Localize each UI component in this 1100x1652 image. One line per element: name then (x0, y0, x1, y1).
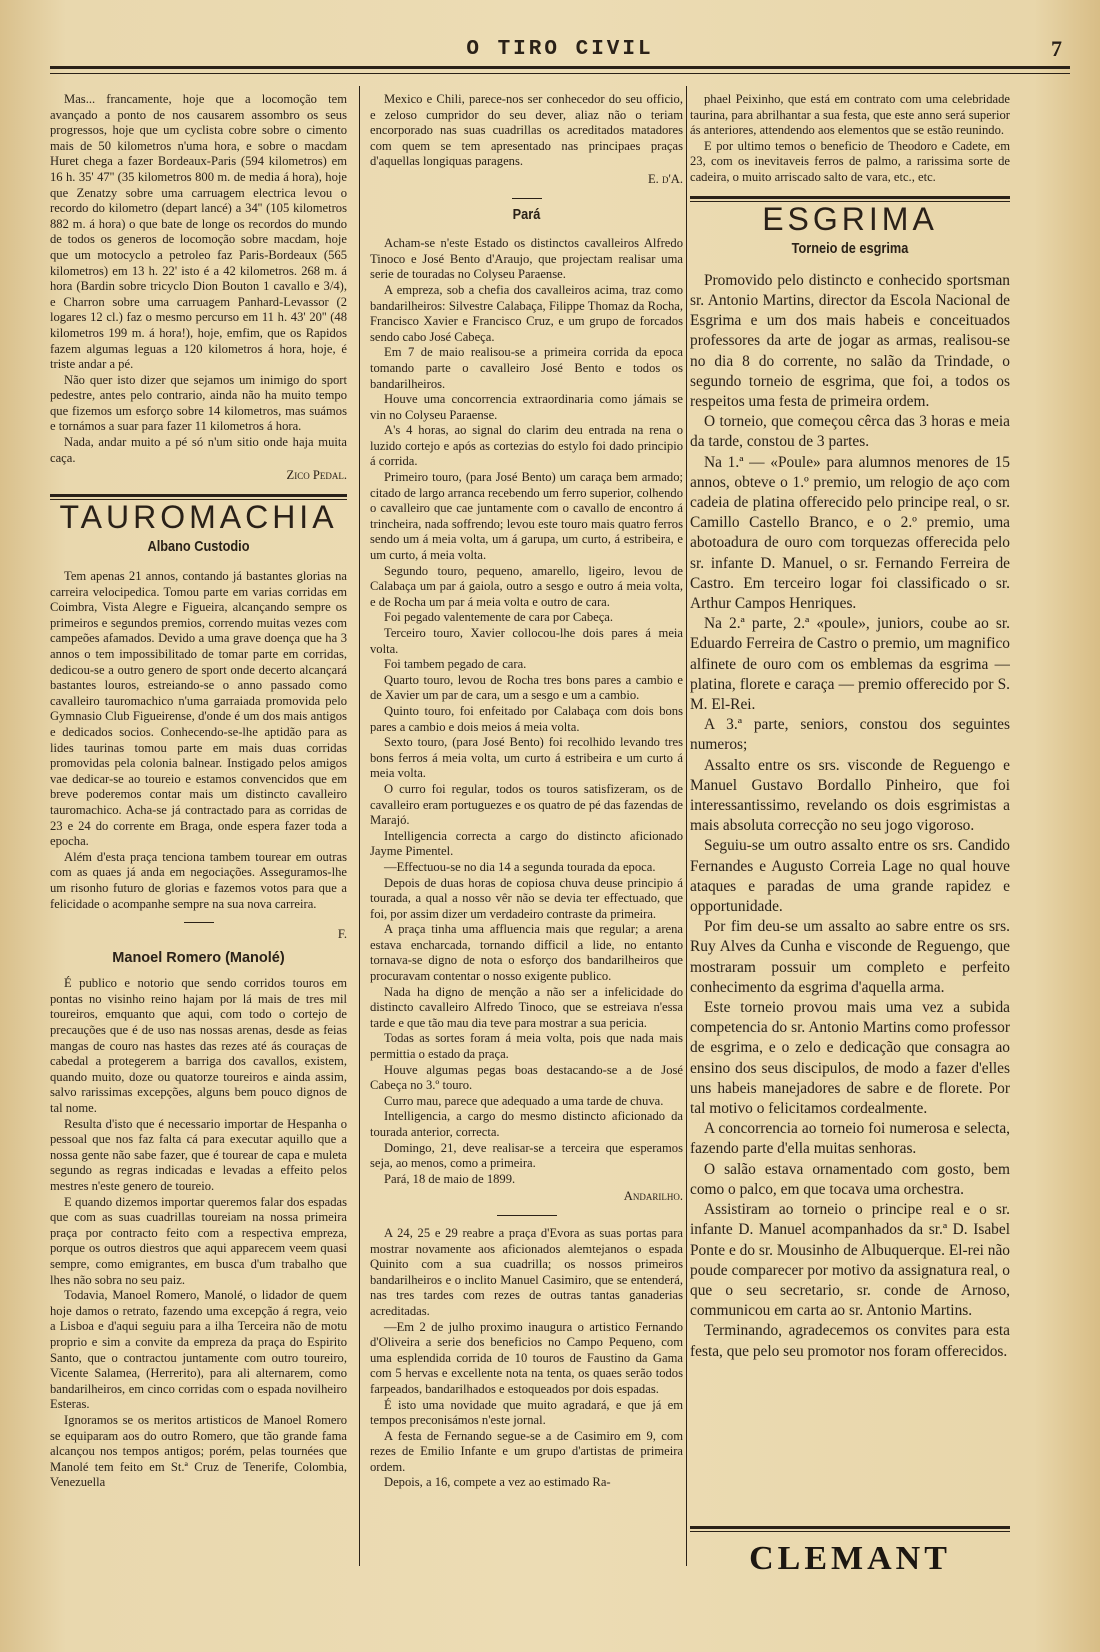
paragraph: Houve uma concorrencia extraordinaria como jámais se vin no Colyseu Paraense. (370, 392, 683, 422)
paragraph: Houve algumas pegas boas destacando-se a de José Cabeça no 3.º touro. (370, 1062, 683, 1093)
paragraph: Não quer isto dizer que sejamos um inimigo do sport pedestre, antes pelo contrario, ainda não ha muito tempo que fizemos um esforço sobre 14 kilometros, mas suámos e tornámos a suar para fazer 11 kilometros á hora. (50, 372, 347, 434)
article-title-para: Pará (512, 205, 541, 223)
article-title-albano: Albano Custodio (147, 538, 250, 556)
column-3 (690, 92, 1010, 1612)
header-rule (50, 66, 1070, 74)
paragraph: Por fim deu-se um assalto ao sabre entre os srs. Ruy Alves da Cunha e visconde de Reguengo, que mostraram possuir um completo e perfeito conhecimento da esgrima d'aquella arma. (690, 918, 1010, 996)
paragraph: Depois de duas horas de copiosa chuva deuse principio á tourada, a qual a nosso vêr não se devia ter effectuado, que foi, por assim dizer um verdadeiro contraste da primeira. (370, 875, 683, 921)
footer-rule (690, 1526, 1010, 1532)
paragraph: Na 2.ª parte, 2.ª «poule», juniors, coube ao sr. Eduardo Ferreira de Castro o premio, um magnifico alfinete de ouro com os emblemas da esgrima — platina, florete e caraça — premio offerecido por S. M. El-Rei. (690, 615, 1010, 714)
signature: Zico Pedal. (286, 468, 347, 483)
paragraph: —Em 2 de julho proximo inaugura o artistico Fernando d'Oliveira a serie dos beneficios no Campo Pequeno, com uma esplendida corrida de 10 touros de Faustino da Gama com 5 hervas e excellente nota na tenta, os quaes serão todos farpeados, bandarilhados e estoqueados por dois espadas. (370, 1319, 683, 1396)
paragraph: Seguiu-se um outro assalto entre os srs. Candido Fernandes e Augusto Correia Lage no qual houve ataques e paradas de uma grande rapidez e opportunidade. (690, 837, 1010, 916)
paragraph: Além d'esta praça tenciona tambem tourear em outras com as quaes já anda em negociações. Asseguramos-lhe um risonho futuro de glorias e fazemos votos para que a felicidade o acompanhe sempre na sua nova carreira. (50, 849, 347, 911)
column-divider (359, 86, 360, 1566)
paragraph: A's 4 horas, ao signal do clarim deu entrada na rena o luzido cortejo e após as cortezias do estylo foi dado principio á corrida. (370, 423, 683, 469)
paragraph: Resulta d'isto que é necessario importar de Hespanha o pessoal que nos faz falta cá para executar aquillo que a nossa gente não sabe fazer, que é tourear de capa e muleta segundo as regras indicadas e levadas a effeito pelos mestres n'este genero de toureio. (50, 1116, 347, 1193)
article-title-torneio: Torneio de esgrima (791, 240, 909, 258)
paragraph: A 3.ª parte, seniors, constou dos seguintes numeros; (690, 716, 1010, 754)
paragraph: Mas... francamente, hoje que a locomoção tem avançado a ponto de nos causarem assombro os seus progressos, hoje que um cyclista cobre sobre o cimento mais de 50 kilometros n'uma hora, e sobre o macdam Huret chega a fazer Bordeaux-Paris (594 kilometros) em 16 h. 35' 47'' (35 kilometros 800 m. de media á hora), hoje que Zenatzy sobre uma carruagem electrica levou o recordo do kilometro (depart lancé) a 34'' (105 kilometros 882 m. á hora) o que bate de longe os recordos do mundo de todos os generos de locomoção sobre macdam, hoje que um motocyclo a petroleo faz Paris-Bordeaux (565 kilometros) em 13 h. 22' isto é a 42 kilometros. 268 m. á hora (Bardin sobre tricyclo Dion Bouton 1 cavallo e 3/4), e Charron sobre uma carruagem Panhard-Levassor (2 logares 12 cl.) faz o mesmo percurso em 11 h. 43' 20'' (48 kilometros 199 m. á hora!), hoje, emfim, que os Rapidos fazem algumas leguas a 120 kilometros á hora, hoje, é triste andar a pé. (50, 92, 347, 372)
paragraph: Em 7 de maio realisou-se a primeira corrida da epoca tomando parte o cavalleiro José Bento e todos os bandarilheiros. (370, 345, 683, 391)
paragraph: —Effectuou-se no dia 14 a segunda tourada da epoca. (384, 859, 656, 874)
paragraph: Todas as sortes foram á meia volta, pois que nada mais permittia o estado da praça. (370, 1031, 683, 1062)
paragraph: É publico e notorio que sendo corridos touros em pontas no visinho reino hajam por lá mais de tres mil toureiros, emquanto que aqui, com todo o cortejo de precauções que é de uso nas nossas arenas, desde as feias mangas de couro nas hastes das rezes até ás couraças de cabedal a protegerem a barriga dos cavallos, existem, quando muito, doze ou quatorze toureiros e ainda assim, salvo rarissimas excepções, alguns bem pouco dignos de tal nome. (50, 976, 347, 1116)
article-title-romero: Manoel Romero (Manolé) (112, 949, 285, 966)
section-title-tauromachia: TAUROMACHIA (59, 498, 338, 535)
signature: E. d'A. (647, 171, 683, 186)
paragraph: Na 1.ª — «Poule» para alumnos menores de 15 annos, obteve o 1.º premio, um relogio de aço com cadeia de platina offerecido pelo principe real, o sr. Camillo Castello Branco, e o 2.º premio, uma abotoadura de ouro com torquezas offerecida pelo sr. infante D. Manuel, o sr. Fernando Ferreira de Castro. Em terceiro logar foi classificado o sr. Arthur Campos Henriques. (690, 453, 1010, 612)
column-2 (370, 92, 683, 1612)
signature: Andarilho. (623, 1189, 683, 1204)
paragraph: Nada ha digno de menção a não ser a infelicidade do distincto cavalleiro Alfredo Tinoco, que se estreiava n'essa tarde e que tão mau dia teve para mostrar a sua pericia. (370, 984, 683, 1030)
paragraph: Primeiro touro, (para José Bento) um caraça bem armado; citado de largo arranca recebendo um ferro superior, colhendo o cavalleiro que cae juntamente com o cavallo de encontro á trincheira, nada soffrendo; levou este touro mais quatro ferros sendo um á meia volta, um á garupa, um curto, á estribeira, e um curto, á meia volta. (370, 470, 683, 563)
advertisement-title: CLEMANT (749, 1540, 951, 1577)
paragraph: Foi pegado valentemente de cara por Cabeça. (384, 610, 614, 625)
paragraph: Quinto touro, foi enfeitado por Calabaça com dois bons pares a cambio e dois meios á meia volta. (370, 703, 683, 734)
paragraph: Promovido pelo distincto e conhecido sportsman sr. Antonio Martins, director da Escola Nacional de Esgrima e um dos mais habeis e conceituados professores da arte de jogar as armas, realisou-se no dia 8 do corrente, no salão da Trindade, o segundo torneio de esgrima, que foi, a todos os respeitos uma festa de primeira ordem. (690, 271, 1010, 410)
paragraph: O torneio, que começou cêrca das 3 horas e meia da tarde, constou de 3 partes. (690, 413, 1010, 451)
paragraph: Mexico e Chili, parece-nos ser conhecedor do seu officio, e zeloso cumpridor do seu dever, aliaz não o teriam encorporado nas suas cuadrillas os acreditados matadores com quem se tem apresentado nas principaes praças d'aquellas longiquas paragens. (370, 92, 683, 169)
separator (512, 198, 542, 199)
paragraph: Todavia, Manoel Romero, Manolé, o lidador de quem hoje damos o retrato, fazendo uma excepção á regra, veio a Lisboa e d'aqui seguiu para a ilha Terceira não de motu proprio e sim a convite da empreza da praça do Espirito Santo, que o contractou juntamente com outro toureiro, Vicente Salamea, (Herrerito), para ali alternarem, como bandarilheiros, em cinco corridas com o espada novilheiro Esteras. (50, 1288, 347, 1412)
paragraph: Assalto entre os srs. visconde de Reguengo e Manuel Gustavo Bordallo Pinheiro, que foi interessantissimo, revelando os dois esgrimistas a mais absoluta correcção no seu jogo vigoroso. (690, 756, 1010, 835)
paragraph: O curro foi regular, todos os touros satisfizeram, os de cavalleiro eram portuguezes e os quatro de pé das fazendas de Marajó. (370, 781, 683, 828)
paragraph: Acham-se n'este Estado os distinctos cavalleiros Alfredo Tinoco e José Bento d'Araujo, que projectam realisar uma serie de touradas no Colyseu Paraense. (370, 236, 683, 282)
paragraph: E quando dizemos importar queremos falar dos espadas que com as suas cuadrillas toureiam na nossa primeira praça por contracto feito com a respectiva empreza, porque os outros diestros que aqui apparecem veem quasi sempre, como emigrantes, em busca d'um trabalho que lhes não sobra no seu paiz. (50, 1194, 347, 1287)
newspaper-title: O TIRO CIVIL (466, 38, 654, 61)
signature: F. (337, 927, 347, 942)
paragraph: A praça tinha uma affluencia mais que regular; a arena estava encharcada, tornando difficil a lide, no entanto tornava-se digno de nota o esforço dos bandarilheiros que procuravam contentar o nosso exigente publico. (370, 922, 683, 984)
section-title-esgrima: ESGRIMA (762, 200, 938, 237)
paragraph: phael Peixinho, que está em contrato com uma celebridade taurina, para abrilhantar a sua festa, que este anno será superior ás anteriores, attendendo aos elementos que se estão reunindo. (690, 92, 1010, 138)
paragraph: Segundo touro, pequeno, amarello, ligeiro, levou de Calabaça um par á gaiola, outro a sesgo e outro á meia volta, e de Rocha um par á meia volta e outro de cara. (370, 563, 683, 609)
paragraph: Este torneio provou mais uma vez a subida competencia do sr. Antonio Martins como professor de esgrima, e o zelo e dedicação que consagra ao ensino dos seus discipulos, de modo a fazer d'elles uns habeis manejadores de sabre e de florete. Por tal motivo o felicitamos cordealmente. (690, 999, 1010, 1118)
paragraph: Terminando, agradecemos os convites para esta festa, que pelo seu promotor nos foram offerecidos. (690, 1322, 1010, 1360)
paragraph: Ignoramos se os meritos artisticos de Manoel Romero se equiparam aos do outro Romero, que tão grande fama alcançou nos tempos antigos; porém, pelas tournées que Manolé tem feito em St.ª Cruz de Tenerife, Colombia, Venezuella (50, 1412, 347, 1490)
paragraph: Terceiro touro, Xavier collocou-lhe dois pares á meia volta. (370, 626, 683, 656)
paragraph: Pará, 18 de maio de 1899. (384, 1171, 516, 1186)
paragraph: Sexto touro, (para José Bento) foi recolhido levando tres bons ferros á meia volta, um curto á estribeira e um curto á meia volta. (370, 735, 683, 781)
paragraph: Intelligencia correcta a cargo do distincto aficionado Jayme Pimentel. (370, 828, 683, 859)
paragraph: Assistiram ao torneio o principe real e o sr. infante D. Manuel acompanhados da sr.ª D. Isabel Ponte e do sr. Mousinho de Albuquerque. El-rei não poude comparecer por motivo da assignatura real, o que o seu secretario, sr. conde de Arnoso, communicou em carta ao sr. Antonio Martins. (690, 1201, 1010, 1320)
paragraph: A festa de Fernando segue-se a de Casimiro em 9, com rezes de Emilio Infante e um grupo d'artistas de primeira ordem. (370, 1428, 683, 1474)
paragraph: É isto uma novidade que muito agradará, e que já em tempos preconisámos n'este jornal. (370, 1397, 683, 1428)
paragraph: Quarto touro, levou de Rocha tres bons pares a cambio e de Xavier um par de cara, um a sesgo e um a cambio. (370, 672, 683, 703)
paragraph: A concorrencia ao torneio foi numerosa e selecta, fazendo parte d'ella muitas senhoras. (690, 1120, 1010, 1158)
page-number: 7 (1051, 36, 1062, 61)
separator (497, 1215, 557, 1216)
page-header (50, 38, 1070, 62)
paragraph: Intelligencia, a cargo do mesmo distincto aficionado da tourada anterior, correcta. (370, 1109, 683, 1139)
paragraph: Tem apenas 21 annos, contando já bastantes glorias na carreira velocipedica. Tomou parte em varias corridas em Coimbra, Vista Alegre e Figueira, alcançando sempre os primeiros e segundos premios, correndo muitas vezes com campeões afamados. Devido a uma grave doença que ha 3 annos o tem impossibilitado de tomar parte em corridas, dedicou-se a outro genero de sport onde decerto alcançará bastantes louros, estreiando-se o anno passado como cavalleiro tauromachico n'uma garraiada promovida pelo Gymnasio Club Figueirense, d'onde é um dos mais antigos e dedicados socios. Conhecendo-se-lhe aptidão para as lides taurinas tomou parte em mais duas corridas promovidas pela colonia balnear. Instigado pelos amigos vae dedicar-se ao toureio e estamos convencidos que em breve poderemos contar mais um distincto cavalleiro tauromachico. Acha-se já contractado para as corridas de 23 e 24 do corrente em Braga, onde espera fazer toda a epocha. (50, 569, 347, 849)
paragraph: O salão estava ornamentado com gosto, bem como o palco, em que tocava uma orchestra. (690, 1160, 1010, 1198)
paragraph: Depois, a 16, compete a vez ao estimado Ra- (384, 1475, 611, 1490)
column-1 (50, 92, 347, 1612)
separator (184, 922, 214, 923)
paragraph: Domingo, 21, deve realisar-se a terceira que esperamos seja, ao menos, como a primeira. (370, 1140, 683, 1171)
article-body-torneio (690, 271, 1010, 1362)
paragraph: Nada, andar muito a pé só n'um sitio onde haja muita caça. (50, 435, 347, 465)
paragraph: E por ultimo temos o beneficio de Theodoro e Cadete, em 23, com os inevitaveis ferros de palmo, a rarissima sorte de cadeira, o muito arriscado salto de vara, etc., etc. (690, 138, 1010, 184)
paragraph: A empreza, sob a chefia dos cavalleiros acima, traz como bandarilheiros: Silvestre Calabaça, Filippe Thomaz da Rocha, Francisco Xavier e Francisco Cruz, e um grupo de forcados sendo cabo José Cabeça. (370, 282, 683, 344)
paragraph: Curro mau, parece que adequado a uma tarde de chuva. (384, 1093, 664, 1108)
column-divider (686, 86, 687, 1566)
paragraph: A 24, 25 e 29 reabre a praça d'Evora as suas portas para mostrar novamente aos aficionados alemtejanos o espada Quinito com a sua cuadrilla; os nossos primeiros bandarilheiros e o inclito Manuel Casimiro, que se entenderá, nas tres tardes com rezes de outras tantas ganaderias acreditadas. (370, 1225, 683, 1318)
paragraph: Foi tambem pegado de cara. (384, 657, 527, 672)
